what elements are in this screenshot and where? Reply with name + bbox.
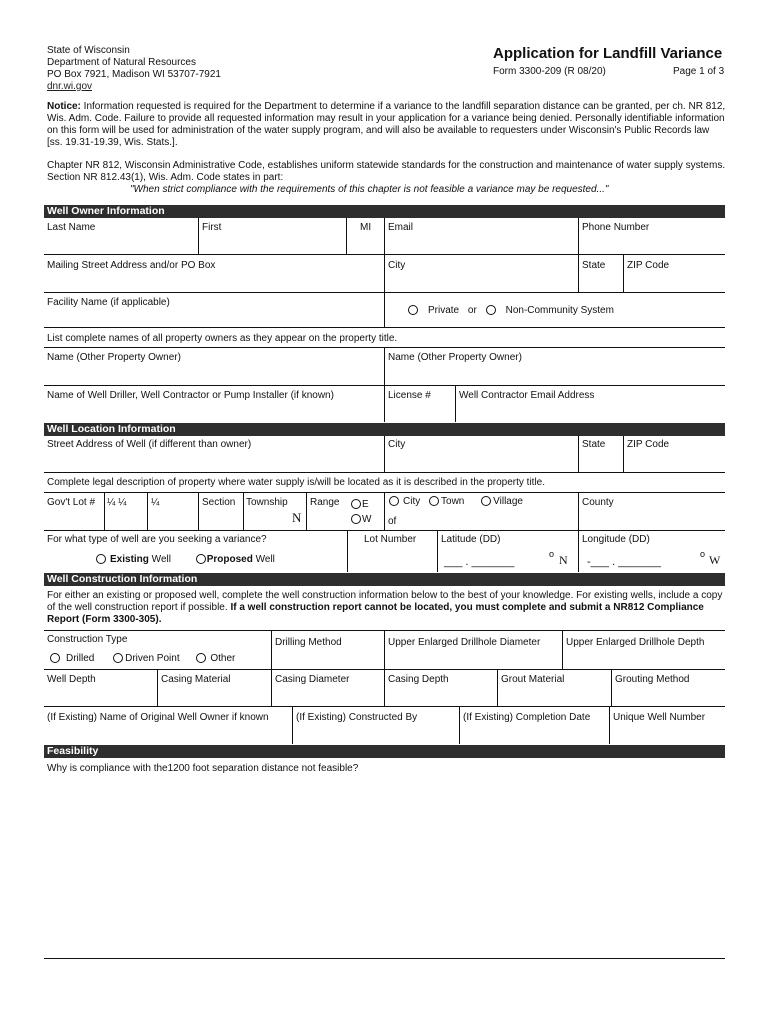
facility-name-label: Facility Name (if applicable) bbox=[47, 297, 170, 308]
well-street-input[interactable] bbox=[44, 451, 384, 472]
section-header-well-construction: Well Construction Information bbox=[44, 573, 725, 586]
construction-type-options bbox=[50, 653, 235, 665]
range-e-radio[interactable] bbox=[351, 499, 361, 509]
upper-depth-input[interactable] bbox=[563, 650, 725, 669]
quarter-label: ¼ bbox=[151, 497, 160, 508]
driven-point-radio[interactable] bbox=[113, 653, 123, 663]
contractor-email-label: Well Contractor Email Address bbox=[459, 390, 595, 401]
feasibility-answer-textarea[interactable] bbox=[44, 777, 725, 957]
license-input[interactable] bbox=[385, 402, 455, 422]
range-e-label: E bbox=[362, 499, 369, 510]
lot-number-label: Lot Number bbox=[364, 534, 417, 545]
agency-website-link[interactable]: dnr.wi.gov bbox=[47, 81, 93, 92]
construction-type-label: Construction Type bbox=[47, 634, 128, 645]
owner-zip-label: ZIP Code bbox=[627, 260, 670, 271]
lot-number-input[interactable] bbox=[348, 548, 437, 572]
latitude-input[interactable] bbox=[440, 548, 546, 570]
quarter-quarter-input[interactable] bbox=[105, 509, 147, 530]
construction-instructions-bold: If a well construction report cannot be located, you must complete and submit a NR812 Compliance Report (Form 3300-305). bbox=[47, 602, 704, 625]
well-city-label: City bbox=[388, 439, 406, 450]
grout-material-input[interactable] bbox=[498, 687, 611, 706]
casing-material-label: Casing Material bbox=[161, 674, 231, 685]
well-street-label: Street Address of Well (if different than owner) bbox=[47, 439, 252, 450]
casing-diameter-label: Casing Diameter bbox=[275, 674, 350, 685]
intro-paragraph: Chapter NR 812, Wisconsin Administrative Code, establishes uniform statewide standards for the construction and maintenance of water supply systems. Section NR 812.43(1), Wis. Adm. Code states in part: bbox=[47, 160, 726, 183]
casing-material-input[interactable] bbox=[158, 687, 271, 706]
notice-label: Notice: bbox=[47, 101, 81, 112]
section-header-well-owner: Well Owner Information bbox=[44, 205, 725, 218]
original-owner-input[interactable] bbox=[44, 725, 292, 744]
quarter-input[interactable] bbox=[148, 509, 198, 530]
upper-depth-label: Upper Enlarged Drillhole Depth bbox=[566, 637, 705, 648]
notice-text: Information requested is required for the Department to determine if a variance to the landfill separation distance can be granted, per ch. NR 812, Wis. Adm. Code. Failure to provide all requested information may result in your application for a variance being denied. Personally identifiable information on this form will be used for administration of the water supply program, and will also be available to requesters under Wisconsin's Public Records law [ss. 19.31-19.39, Wis. Stats.]. bbox=[47, 101, 726, 148]
well-driller-label: Name of Well Driller, Well Contractor or Pump Installer (if known) bbox=[47, 390, 334, 401]
village-option-label: Village bbox=[493, 496, 523, 507]
drilling-method-label: Drilling Method bbox=[275, 637, 342, 648]
constructed-by-input[interactable] bbox=[293, 725, 459, 744]
city-radio[interactable] bbox=[389, 496, 399, 506]
proposed-well-radio[interactable] bbox=[196, 554, 206, 564]
facility-name-input[interactable] bbox=[44, 309, 384, 327]
unique-well-number-label: Unique Well Number bbox=[613, 712, 706, 723]
agency-name-line1: State of Wisconsin bbox=[47, 45, 130, 56]
mi-input[interactable] bbox=[347, 234, 384, 254]
mailing-address-label: Mailing Street Address and/or PO Box bbox=[47, 260, 216, 271]
existing-well-bold: Existing bbox=[110, 554, 149, 565]
well-depth-input[interactable] bbox=[44, 687, 157, 706]
longitude-input[interactable] bbox=[582, 548, 696, 570]
well-zip-label: ZIP Code bbox=[627, 439, 670, 450]
section-header-well-location: Well Location Information bbox=[44, 423, 725, 436]
longitude-label: Longitude (DD) bbox=[582, 534, 650, 545]
town-radio[interactable] bbox=[429, 496, 439, 506]
city-option-label: City bbox=[403, 496, 421, 507]
non-community-label: Non-Community System bbox=[505, 305, 614, 316]
agency-name-line2: Department of Natural Resources bbox=[47, 57, 196, 68]
township-n-label: N bbox=[292, 510, 302, 525]
owner-city-input[interactable] bbox=[385, 272, 578, 292]
well-state-input[interactable] bbox=[579, 451, 623, 472]
other-owner-2-label: Name (Other Property Owner) bbox=[388, 352, 522, 363]
section-header-feasibility: Feasibility bbox=[44, 745, 725, 758]
last-name-label: Last Name bbox=[47, 222, 96, 233]
system-type-options bbox=[408, 305, 614, 317]
govt-lot-input[interactable] bbox=[44, 509, 104, 530]
casing-diameter-input[interactable] bbox=[272, 687, 384, 706]
page-number: Page 1 of 3 bbox=[673, 66, 725, 77]
phone-label: Phone Number bbox=[582, 222, 650, 233]
town-option-label: Town bbox=[441, 496, 465, 507]
proposed-well-bold: Proposed bbox=[206, 554, 253, 565]
township-label: Township bbox=[246, 497, 288, 508]
well-type-options bbox=[96, 554, 275, 566]
completion-date-input[interactable] bbox=[460, 725, 609, 744]
completion-date-label: (If Existing) Completion Date bbox=[463, 712, 591, 723]
first-name-label: First bbox=[202, 222, 222, 233]
drilling-method-input[interactable] bbox=[272, 650, 384, 669]
drilled-radio[interactable] bbox=[50, 653, 60, 663]
last-name-input[interactable] bbox=[44, 234, 198, 254]
form-title: Application for Landfill Variance bbox=[493, 45, 723, 62]
range-w-label: W bbox=[362, 514, 372, 525]
municipality-options bbox=[389, 496, 523, 508]
section-input[interactable] bbox=[199, 509, 243, 530]
latitude-direction: N bbox=[559, 553, 568, 567]
driven-point-label: Driven Point bbox=[125, 653, 180, 664]
other-owner-2-input[interactable] bbox=[385, 364, 725, 385]
grouting-method-input[interactable] bbox=[612, 687, 725, 706]
mi-label: MI bbox=[360, 222, 372, 233]
upper-diameter-label: Upper Enlarged Drillhole Diameter bbox=[388, 637, 541, 648]
property-owners-instruction: List complete names of all property owners as they appear on the property title. bbox=[47, 333, 398, 344]
well-state-label: State bbox=[582, 439, 606, 450]
longitude-direction: W bbox=[709, 553, 721, 567]
construction-instructions-text: For either an existing or proposed well, complete the well construction information below to the best of your knowledge. For existing wells, include a copy of the well construction report if possible. bbox=[47, 590, 723, 613]
private-label: Private bbox=[428, 305, 460, 316]
well-type-question: For what type of well are you seeking a variance? bbox=[47, 534, 267, 545]
casing-depth-input[interactable] bbox=[385, 687, 497, 706]
range-input[interactable] bbox=[307, 509, 349, 530]
village-radio[interactable] bbox=[481, 496, 491, 506]
owner-state-input[interactable] bbox=[579, 272, 623, 292]
well-driller-input[interactable] bbox=[44, 402, 384, 422]
intro-quote: "When strict compliance with the requirements of this chapter is not feasible a variance may be requested..." bbox=[130, 184, 609, 195]
legal-description-instruction: Complete legal description of property where water supply is/will be located as it is described in the property title. bbox=[47, 477, 546, 488]
township-input[interactable] bbox=[244, 509, 290, 530]
latitude-label: Latitude (DD) bbox=[441, 534, 501, 545]
notice-paragraph bbox=[47, 101, 727, 149]
other-owner-1-input[interactable] bbox=[44, 364, 384, 385]
well-city-input[interactable] bbox=[385, 451, 578, 472]
longitude-degree-symbol: o bbox=[700, 549, 706, 559]
first-name-input[interactable] bbox=[199, 234, 346, 254]
section-label: Section bbox=[202, 497, 236, 508]
municipality-name-input[interactable] bbox=[400, 512, 578, 530]
existing-well-radio[interactable] bbox=[96, 554, 106, 564]
constructed-by-label: (If Existing) Constructed By bbox=[296, 712, 418, 723]
owner-city-label: City bbox=[388, 260, 406, 271]
county-label: County bbox=[582, 497, 614, 508]
feasibility-question: Why is compliance with the1200 foot separation distance not feasible? bbox=[47, 763, 359, 774]
owner-state-label: State bbox=[582, 260, 606, 271]
drilled-label: Drilled bbox=[66, 653, 95, 664]
county-input[interactable] bbox=[579, 509, 725, 530]
range-w-option bbox=[351, 514, 371, 526]
non-community-radio[interactable] bbox=[486, 305, 496, 315]
unique-well-number-input[interactable] bbox=[610, 725, 725, 744]
contractor-email-input[interactable] bbox=[456, 402, 725, 422]
agency-address: PO Box 7921, Madison WI 53707-7921 bbox=[47, 69, 221, 80]
other-radio[interactable] bbox=[196, 653, 206, 663]
or-label: or bbox=[467, 305, 477, 316]
private-radio[interactable] bbox=[408, 305, 418, 315]
license-label: License # bbox=[388, 390, 431, 401]
other-owner-1-label: Name (Other Property Owner) bbox=[47, 352, 181, 363]
email-input[interactable] bbox=[385, 234, 578, 254]
grouting-method-label: Grouting Method bbox=[615, 674, 690, 685]
phone-input[interactable] bbox=[579, 234, 725, 254]
latitude-degree-symbol: o bbox=[549, 549, 555, 559]
longitude-blank: -___ . _______ bbox=[587, 556, 662, 568]
owner-zip-input[interactable] bbox=[624, 272, 725, 292]
existing-well-label: Well bbox=[148, 554, 171, 565]
well-depth-label: Well Depth bbox=[47, 674, 96, 685]
well-zip-input[interactable] bbox=[624, 451, 725, 472]
proposed-well-label: Well bbox=[252, 554, 275, 565]
email-label: Email bbox=[388, 222, 414, 233]
other-label: Other bbox=[210, 653, 236, 664]
govt-lot-label: Gov't Lot # bbox=[47, 497, 96, 508]
latitude-blank: ___ . _______ bbox=[444, 556, 515, 568]
casing-depth-label: Casing Depth bbox=[388, 674, 449, 685]
of-label: of bbox=[388, 516, 397, 527]
feasibility-bottom-rule bbox=[44, 958, 725, 959]
range-e-option bbox=[351, 499, 369, 511]
form-number: Form 3300-209 (R 08/20) bbox=[493, 66, 606, 77]
upper-diameter-input[interactable] bbox=[385, 650, 562, 669]
mailing-address-input[interactable] bbox=[44, 272, 384, 292]
range-w-radio[interactable] bbox=[351, 514, 361, 524]
construction-instructions bbox=[47, 590, 727, 626]
range-label: Range bbox=[310, 497, 340, 508]
quarter-quarter-label: ¼ ¼ bbox=[107, 497, 127, 508]
grout-material-label: Grout Material bbox=[501, 674, 565, 685]
original-owner-label: (If Existing) Name of Original Well Owner if known bbox=[47, 712, 269, 723]
